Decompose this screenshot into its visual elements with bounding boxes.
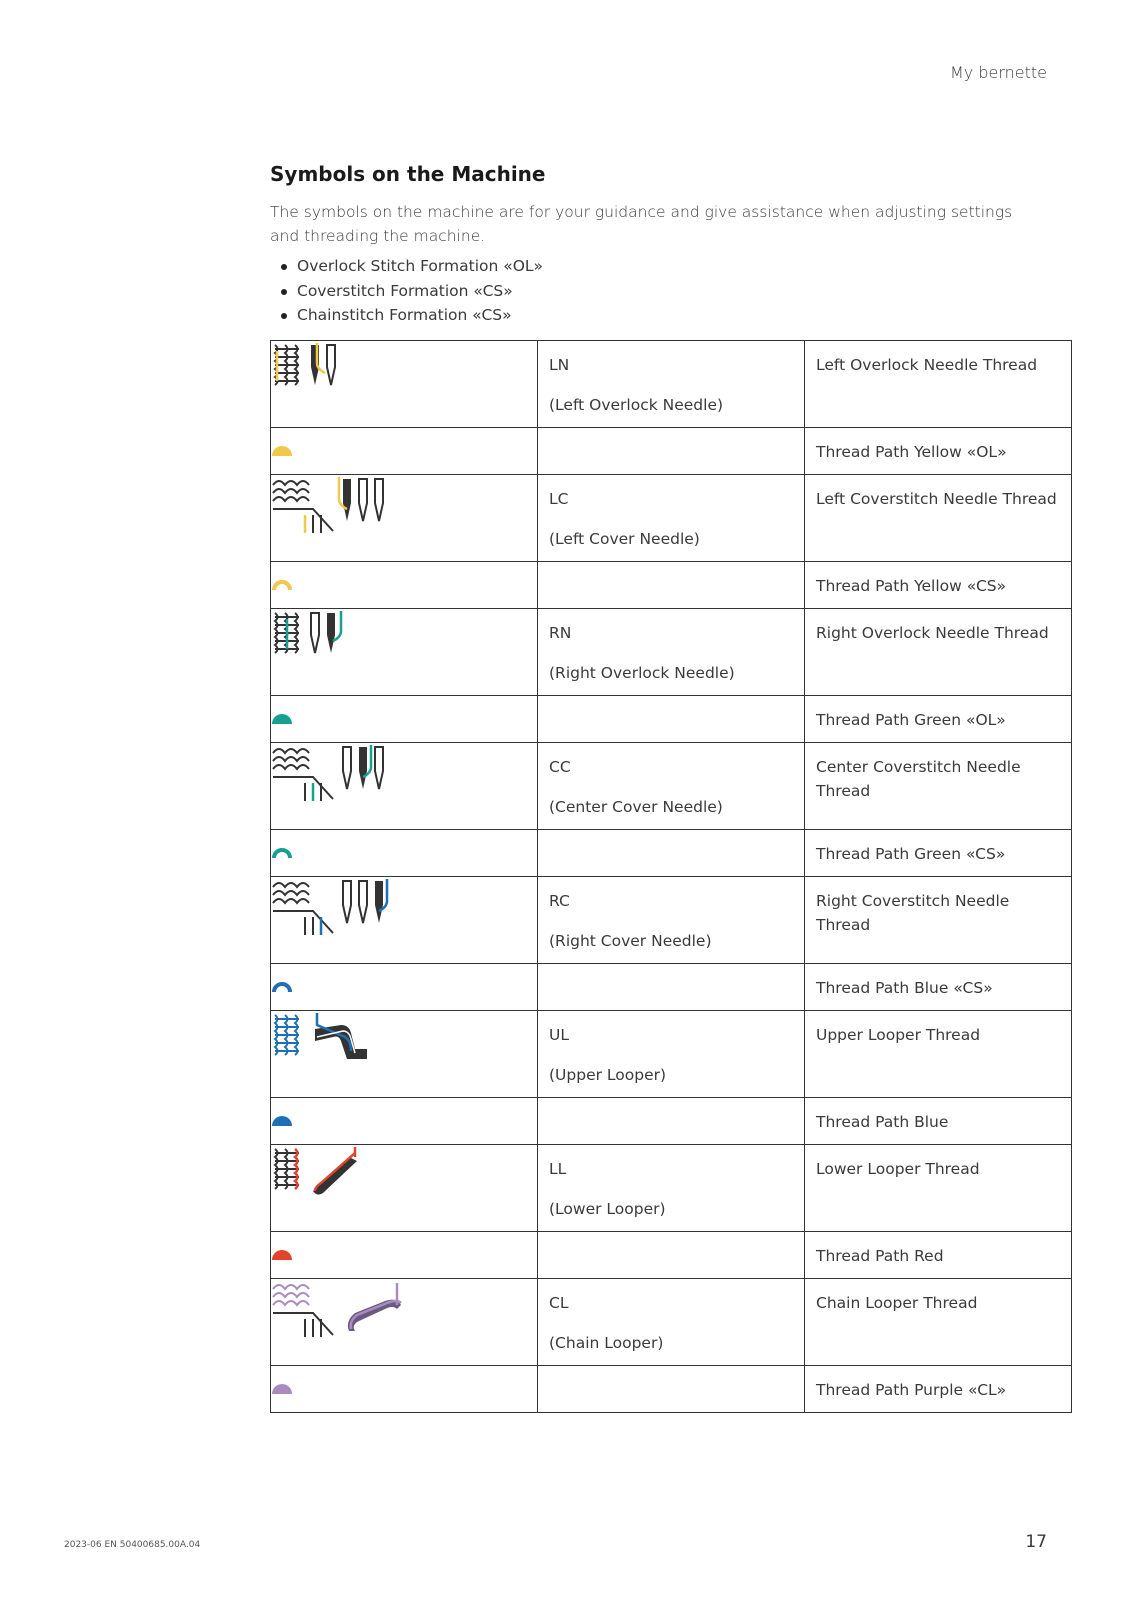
code-cell (538, 743, 805, 830)
symbol-name: (Left Overlock Needle) (549, 396, 724, 414)
symbol-cell (271, 743, 538, 830)
symbol-cell (271, 475, 538, 562)
list-item: Overlock Stitch Formation «OL» (278, 254, 543, 279)
code-cell (538, 1279, 805, 1366)
symbol-cell (271, 1011, 538, 1098)
symbol-cell (271, 696, 538, 743)
table-row (271, 1366, 1072, 1413)
symbols-table (270, 340, 1072, 1413)
description-cell (805, 743, 1072, 830)
table-row (271, 428, 1072, 475)
symbol-description: Thread Path Purple «CL» (816, 1381, 1007, 1399)
symbol-description: Thread Path Blue (816, 1113, 949, 1131)
green-filled-half-circle-icon (271, 712, 295, 726)
green-arc-icon (271, 846, 295, 860)
symbol-code: RN (549, 624, 572, 642)
overlock-needle-right-icon (271, 609, 361, 661)
table-row (271, 743, 1072, 830)
cover-needle-right-icon (271, 877, 391, 941)
description-cell (805, 1232, 1072, 1279)
description-cell (805, 1098, 1072, 1145)
overlock-needle-left-icon (271, 341, 361, 393)
description-cell (805, 428, 1072, 475)
symbol-code: CL (549, 1294, 569, 1312)
code-cell (538, 428, 805, 475)
symbol-cell (271, 341, 538, 428)
formation-list (278, 254, 543, 328)
symbol-description: Thread Path Yellow «CS» (816, 577, 1007, 595)
code-cell (538, 1232, 805, 1279)
description-cell (805, 475, 1072, 562)
symbol-description: Thread Path Blue «CS» (816, 979, 993, 997)
symbol-cell (271, 428, 538, 475)
chain-looper-icon (271, 1279, 411, 1343)
symbol-name: (Left Cover Needle) (549, 530, 700, 548)
description-cell (805, 877, 1072, 964)
symbol-cell (271, 1279, 538, 1366)
symbol-description: Center Coverstitch Needle Thread (816, 758, 1021, 800)
table-row (271, 696, 1072, 743)
lower-looper-icon (271, 1145, 371, 1197)
table-row (271, 475, 1072, 562)
symbol-description: Right Coverstitch Needle Thread (816, 892, 1010, 934)
intro-paragraph: The symbols on the machine are for your guidance and give assistance when adjusting settings and threading the machine. (270, 203, 1013, 245)
symbol-description: Left Coverstitch Needle Thread (816, 490, 1057, 508)
table-row (271, 1145, 1072, 1232)
symbol-cell (271, 1098, 538, 1145)
symbol-cell (271, 964, 538, 1011)
section-title: Symbols on the Machine (270, 162, 546, 186)
symbol-cell (271, 1145, 538, 1232)
symbol-name: (Chain Looper) (549, 1334, 664, 1352)
list-item: Chainstitch Formation «CS» (278, 303, 543, 328)
page-number: 17 (1025, 1532, 1047, 1552)
table-row (271, 1232, 1072, 1279)
symbol-cell (271, 830, 538, 877)
table-row (271, 1011, 1072, 1098)
running-header: My bernette (949, 63, 1047, 82)
cover-needle-center-icon (271, 743, 391, 807)
symbol-cell (271, 1232, 538, 1279)
upper-looper-icon (271, 1011, 371, 1063)
document-code: 2023-06 EN 50400685.00A.04 (64, 1540, 201, 1550)
symbol-description: Thread Path Green «CS» (816, 845, 1006, 863)
symbol-cell (271, 877, 538, 964)
code-cell (538, 1145, 805, 1232)
symbol-code: LL (549, 1160, 567, 1178)
description-cell (805, 964, 1072, 1011)
list-item: Coverstitch Formation «CS» (278, 279, 543, 304)
description-cell (805, 1366, 1072, 1413)
code-cell (538, 964, 805, 1011)
yellow-filled-half-circle-icon (271, 444, 295, 458)
description-cell (805, 341, 1072, 428)
symbol-cell (271, 1366, 538, 1413)
table-row (271, 964, 1072, 1011)
table-row (271, 1098, 1072, 1145)
table-row (271, 1279, 1072, 1366)
symbol-description: Upper Looper Thread (816, 1026, 981, 1044)
blue-arc-icon (271, 980, 295, 994)
code-cell (538, 1011, 805, 1098)
red-filled-half-circle-icon (271, 1248, 295, 1262)
description-cell (805, 609, 1072, 696)
symbol-code: UL (549, 1026, 569, 1044)
symbol-name: (Lower Looper) (549, 1200, 666, 1218)
symbol-description: Left Overlock Needle Thread (816, 356, 1038, 374)
table-row (271, 341, 1072, 428)
description-cell (805, 1011, 1072, 1098)
code-cell (538, 696, 805, 743)
symbol-description: Lower Looper Thread (816, 1160, 980, 1178)
yellow-arc-icon (271, 578, 295, 592)
table-row (271, 609, 1072, 696)
description-cell (805, 562, 1072, 609)
symbol-code: LN (549, 356, 570, 374)
blue-filled-half-circle-icon (271, 1114, 295, 1128)
symbol-description: Right Overlock Needle Thread (816, 624, 1049, 642)
symbol-name: (Right Overlock Needle) (549, 664, 735, 682)
code-cell (538, 475, 805, 562)
code-cell (538, 1098, 805, 1145)
description-cell (805, 696, 1072, 743)
code-cell (538, 877, 805, 964)
description-cell (805, 1279, 1072, 1366)
code-cell (538, 609, 805, 696)
code-cell (538, 562, 805, 609)
description-cell (805, 830, 1072, 877)
symbol-name: (Center Cover Needle) (549, 798, 723, 816)
code-cell (538, 830, 805, 877)
symbol-description: Thread Path Red (816, 1247, 944, 1265)
table-row (271, 877, 1072, 964)
table-row (271, 830, 1072, 877)
symbol-name: (Right Cover Needle) (549, 932, 712, 950)
symbol-name: (Upper Looper) (549, 1066, 667, 1084)
symbol-code: LC (549, 490, 569, 508)
symbol-description: Thread Path Green «OL» (816, 711, 1006, 729)
code-cell (538, 341, 805, 428)
description-cell (805, 1145, 1072, 1232)
table-row (271, 562, 1072, 609)
cover-needle-left-icon (271, 475, 391, 539)
purple-filled-half-circle-icon (271, 1382, 295, 1396)
symbol-cell (271, 562, 538, 609)
symbol-code: RC (549, 892, 570, 910)
code-cell (538, 1366, 805, 1413)
symbol-description: Thread Path Yellow «OL» (816, 443, 1007, 461)
symbol-description: Chain Looper Thread (816, 1294, 978, 1312)
symbol-cell (271, 609, 538, 696)
symbol-code: CC (549, 758, 571, 776)
